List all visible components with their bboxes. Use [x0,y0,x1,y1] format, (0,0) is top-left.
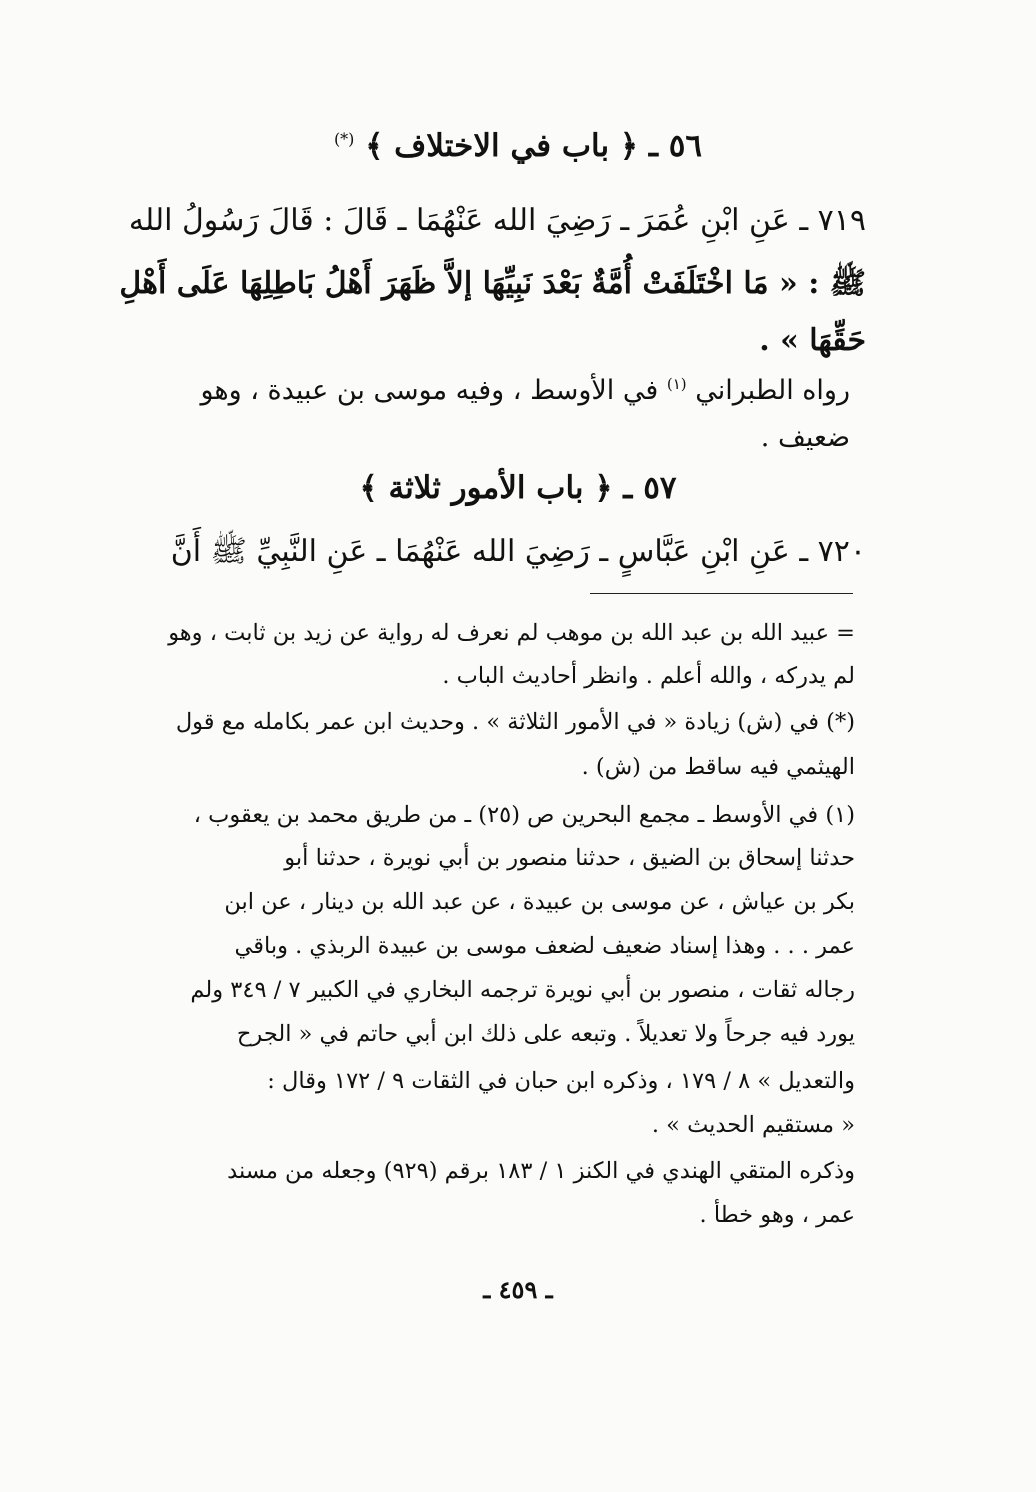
narration-text-b: في الأوسط ، وفيه موسى بن عبيدة ، وهو [200,375,659,406]
footnote-star-line-2: الهيثمي فيه ساقط من (ش) . [581,754,855,780]
chapter-56-title: ٥٦ ـ ﴿ باب في الاختلاف ﴾ [365,128,703,164]
hadith-719-narration-line-1 [150,375,850,406]
footnote-star-line-1: (*) في (ش) زيادة « في الأمور الثلاثة » . وحديث ابن عمر بكامله مع قول [175,709,855,735]
narration-footnote-ref: (١) [666,375,687,393]
hadith-719-line-1: ٧١٩ ـ عَنِ ابْنِ عُمَرَ ـ رَضِيَ الله عَنْهُمَا ـ قَالَ : قَالَ رَسُولُ الله [128,203,866,238]
footnote-1-line-3: بكر بن عياش ، عن موسى بن عبيدة ، عن عبد الله بن دينار ، عن ابن [224,889,855,915]
footnote-continuation-line-2: لم يدركه ، والله أعلم . وانظر أحاديث الباب . [442,663,855,689]
footnote-1-line-7: والتعديل » ٨ / ١٧٩ ، وذكره ابن حبان في الثقات ٩ / ١٧٢ وقال : [267,1068,855,1094]
footnote-1-line-6: يورد فيه جرحاً ولا تعديلاً . وتبعه على ذلك ابن أبي حاتم في « الجرح [236,1021,855,1047]
hadith-719-line-2: ﷺ : « مَا اخْتَلَفَتْ أُمَّةٌ بَعْدَ نَبِيِّهَا إلاَّ ظَهَرَ أَهْلُ بَاطِلِهَا عَلَى أَهْلِ [119,266,866,301]
narration-text-a: رواه الطبراني [695,375,850,406]
footnote-continuation-line-1: = عبيد الله بن عبد الله بن موهب لم نعرف له رواية عن زيد بن ثابت ، وهو [168,620,855,646]
footnote-1-line-8: « مستقيم الحديث » . [651,1112,855,1138]
chapter-56-note-mark: (*) [333,129,355,149]
page-number: ـ ٤٥٩ ـ [483,1275,553,1304]
footnote-1-line-5: رجاله ثقات ، منصور بن أبي نويرة ترجمه البخاري في الكبير ٧ / ٣٤٩ ولم [190,977,855,1003]
chapter-56-heading [0,128,1036,164]
footnote-1-line-1: (١) في الأوسط ـ مجمع البحرين ص (٢٥) ـ من طريق محمد بن يعقوب ، [193,802,855,828]
footnote-1-line-4: عمر . . . وهذا إسناد ضعيف لضعف موسى بن عبيدة الربذي . وباقي [234,933,855,959]
chapter-57-heading: ٥٧ ـ ﴿ باب الأمور ثلاثة ﴾ [359,470,677,506]
footnote-1-line-10: عمر ، وهو خطأ . [699,1202,855,1228]
hadith-720-line-1: ٧٢٠ ـ عَنِ ابْنِ عَبَّاسٍ ـ رَضِيَ الله عَنْهُمَا ـ عَنِ النَّبِيِّ ﷺ أَنَّ [170,534,866,569]
hadith-719-narration-line-2: ضعيف . [760,422,850,453]
footnote-1-line-2: حدثنا إسحاق بن الضيق ، حدثنا منصور بن أبي نويرة ، حدثنا أبو [284,845,855,871]
footnote-separator [590,593,853,594]
hadith-719-line-3: حَقِّهَا » . [759,323,866,358]
footnote-1-line-9: وذكره المتقي الهندي في الكنز ١ / ١٨٣ برقم (٩٢٩) وجعله من مسند [227,1158,855,1184]
